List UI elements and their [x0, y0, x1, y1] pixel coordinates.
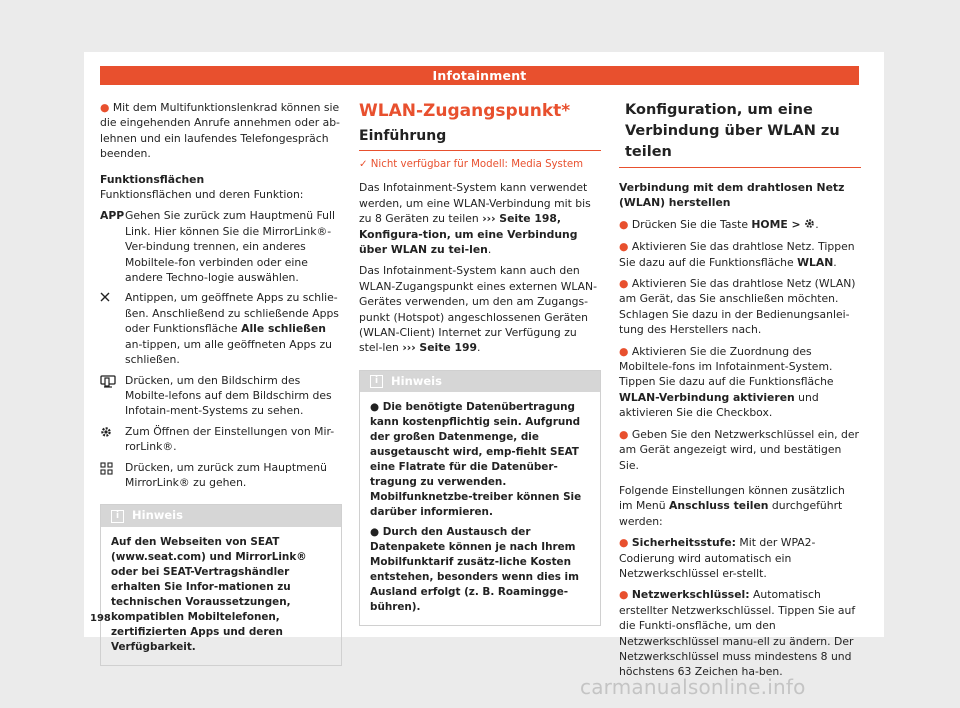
- section-title: WLAN-Zugangspunkt*: [359, 101, 571, 121]
- term-text: Drücken, um den Bildschirm des Mobilte-lefons auf dem Bildschirm des Infotain-ment-Systems zu sehen.: [125, 373, 332, 418]
- bullet-icon: ●: [100, 101, 110, 114]
- home-grid-icon: [100, 460, 125, 491]
- note-header: i Hinweis: [101, 505, 341, 526]
- term-close: [100, 290, 342, 367]
- setting-key: ● Netzwerkschlüssel: Automatisch erstellter Netzwerkschlüssel. Tippen Sie auf die Funkti-onsfläche, um den Netzwerkschlüssel manu-ell zu ändern. Der Netzwerkschlüssel muss mindestens 8 und höchstens 63 Zeichen ha-ben.: [619, 588, 856, 679]
- step-2: ● Aktivieren Sie das drahtlose Netz. Tippen Sie dazu auf die Funktionsfläche WLAN.: [619, 240, 855, 269]
- note-item: ● Die benötigte Datenübertragung kann kostenpflichtig sein. Aufgrund der großen Datenmenge, die ausgetauscht wird, emp-fiehlt SEAT eine Flatrate für die Datenüber-tragung zu verwenden. Mobilfunknetzbe-treiber können Sie darüber informieren.: [370, 401, 582, 519]
- funktion-subtitle: Funktionsflächen und deren Funktion:: [100, 188, 304, 202]
- bullet-icon: ●: [619, 277, 629, 291]
- gear-icon: [804, 218, 815, 233]
- term-text: Antippen, um geöffnete Apps zu schlie-ßen. Anschließend zu schließende Apps oder Funktionsfläche Alle schließen an-tippen, um alle geöffneten Apps zu schließen.: [125, 291, 339, 367]
- page-link[interactable]: ››› Seite 198, Konfigura-tion, um eine Verbindung über WLAN zu tei-len: [359, 212, 578, 257]
- step-5: ● Geben Sie den Netzwerkschlüssel ein, der am Gerät angezeigt wird, und bestätigen Sie.: [619, 427, 859, 472]
- setting-security: ● Sicherheitsstufe: Mit der WPA2-Codierung wird automatisch ein Netzwerkschlüssel er-stellt.: [619, 536, 816, 580]
- funktion-title: Funktionsflächen: [100, 172, 205, 186]
- note-text: [360, 392, 600, 625]
- info-icon: i: [370, 375, 383, 388]
- term-text: Drücken, um zurück zum Hauptmenü MirrorLink® zu gehen.: [125, 460, 327, 489]
- step-4: ● Aktivieren Sie die Zuordnung des Mobiltele-fons im Infotainment-System. Tippen Sie dazu auf die Funktionsfläche WLAN-Verbindung aktivieren und aktivieren Sie die Checkbox.: [619, 344, 834, 420]
- bullet-icon: ●: [619, 344, 629, 358]
- bullet-icon: ●: [619, 427, 629, 441]
- term-key: APP: [100, 209, 125, 223]
- bullet-icon: ●: [619, 588, 629, 602]
- note-box: [100, 504, 342, 665]
- check-icon: ✓: [359, 159, 368, 170]
- section-header: Infotainment: [100, 66, 859, 85]
- page-number: 198: [90, 613, 111, 624]
- intro-paragraph: ● Mit dem Multifunktionslenkrad können sie die eingehenden Anrufe annehmen oder ab-lehnen und ein laufendes Telefongespräch beenden.: [100, 101, 340, 161]
- column-left: [100, 100, 342, 666]
- term-mirror: [100, 373, 342, 419]
- term-text: Zum Öffnen der Einstellungen von Mir-rorLink®.: [125, 424, 335, 454]
- note-header: i Hinweis: [360, 371, 600, 392]
- screen-mirror-icon: [100, 373, 125, 419]
- info-icon: i: [111, 510, 124, 523]
- close-icon: [100, 290, 125, 367]
- section-title: Konfiguration, um eine Verbindung über WLAN zu teilen: [619, 100, 861, 168]
- bullet-icon: ●: [619, 240, 629, 254]
- sub-title: Verbindung mit dem drahtlosen Netz (WLAN) herstellen: [619, 181, 845, 210]
- paragraph-2: Das Infotainment-System kann auch den WLAN-Zugangspunkt eines externen WLAN-Gerätes verwenden, um den am Zugangs-punkt (Hotspot) angeschlossenen Geräten (WLAN-Client) Internet zur Verfügung zu stel-len ››› Seite 199.: [359, 264, 597, 355]
- gear-icon: [100, 424, 125, 455]
- settings-paragraph: Folgende Einstellungen können zusätzlich im Menü Anschluss teilen durchgeführt werden:: [619, 483, 845, 528]
- note-text: Auf den Webseiten von SEAT (www.seat.com) und MirrorLink® oder bei SEAT-Vertragshändler erhalten Sie Infor-mationen zu technischen Voraussetzungen, kompatiblen Mobiltelefonen, zertifizierten Apps und deren Verfügbarkeit.: [111, 535, 307, 653]
- note-box: [359, 370, 601, 626]
- term-text: Gehen Sie zurück zum Hauptmenü Full Link. Hier können Sie die MirrorLink®-Ver-bindung trennen, ein anderes Mobiltele-fon verbinden oder eine andere Techno-logie auswählen.: [125, 209, 335, 285]
- term-app: [100, 208, 342, 285]
- column-middle: [359, 100, 601, 626]
- bullet-icon: ●: [619, 536, 629, 550]
- term-home: [100, 460, 342, 491]
- term-settings: [100, 424, 342, 455]
- column-right: [619, 100, 861, 686]
- section-subtitle: Einführung: [359, 126, 601, 151]
- paragraph-1: Das Infotainment-System kann verwendet werden, um eine WLAN-Verbindung mit bis zu 8 Geräten zu teilen ››› Seite 198, Konfigura-tion, um eine Verbindung über WLAN zu tei-len.: [359, 181, 591, 257]
- note-item: ● Durch den Austausch der Datenpakete können je nach Ihrem Mobilfunktarif zusätz-liche Kosten entstehen, besonders wenn dies im Ausland erfolgt (z. B. Roamingge-bühren).: [370, 526, 579, 614]
- page-link[interactable]: ››› Seite 199: [402, 341, 478, 355]
- bullet-icon: ●: [619, 217, 629, 231]
- watermark: carmanualsonline.info: [580, 675, 806, 699]
- step-3: ● Aktivieren Sie das drahtlose Netz (WLAN) am Gerät, das Sie anschließen möchten. Schlagen Sie dazu in der Bedienungsanlei-tung des Herstellers nach.: [619, 277, 856, 337]
- step-1: ● Drücken Sie die Taste HOME > .: [619, 217, 861, 233]
- availability-note: ✓ Nicht verfügbar für Modell: Media System: [359, 159, 584, 170]
